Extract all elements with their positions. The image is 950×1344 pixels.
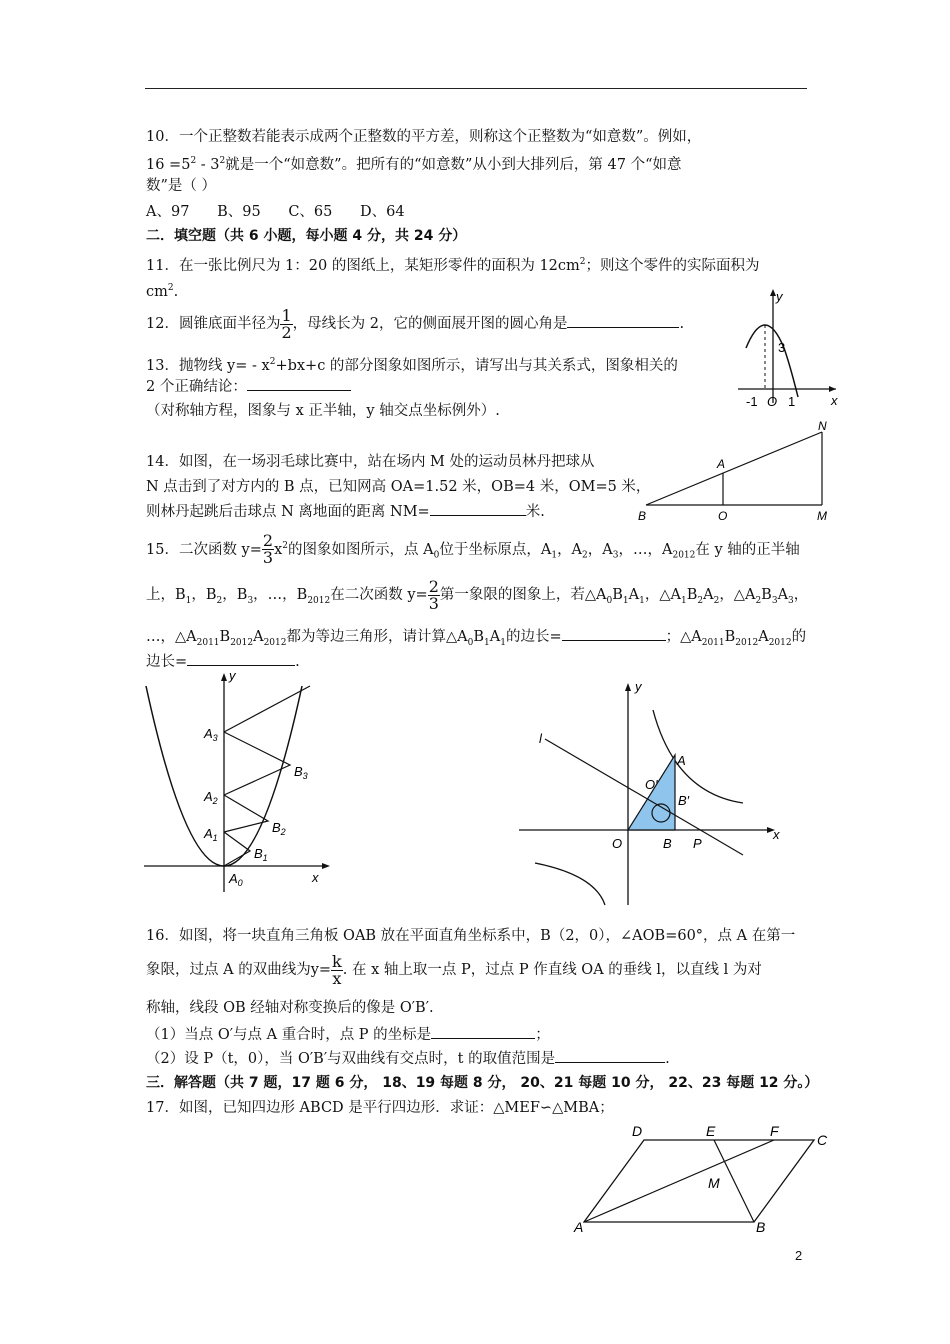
fig17-label-f: F [770, 1123, 779, 1139]
fig16-label-b-prime: B′ [678, 793, 690, 808]
fig16-label-l: l [539, 731, 542, 746]
parabola-figure [732, 285, 842, 410]
q16-answer-blank-1[interactable] [431, 1024, 535, 1039]
fig14-label-o: O [718, 509, 728, 523]
q10-line1: 10．一个正整数若能表示成两个正整数的平方差，则称这个正整数为“如意数”。例如， [146, 129, 702, 145]
fig14-label-b: B [638, 509, 647, 523]
q16-fraction: $\frac{k}{x}$ [332, 951, 342, 988]
q15-line2: 上，$B_1$，$B_2$，$B_3$，…，$B_{2012}$在二次函数 y= $\frac{2}{3}$ 第一象限的图象上，若$\triangle A_0B_1A_1$，$\triangle A_1B_2A_2$，$\triangle A_2B_3A_3$， [146, 576, 809, 613]
triangle-1 [224, 795, 268, 832]
q14-answer-blank[interactable] [430, 501, 526, 516]
fig15-label-x: x [312, 870, 319, 885]
fig17-label-m: M [708, 1175, 720, 1191]
fig15-label-b3: $B_3$ [294, 764, 308, 781]
q16-line2: 象限，过点 A 的双曲线为y= $\frac{k}{x}$ . 在 x 轴上取一点 P，过点 P 作直线 OA 的垂线 l，以直线 l 为对 [146, 951, 762, 988]
q15-answer-blank-1[interactable] [562, 626, 666, 641]
fig13-label-3: 3 [778, 340, 786, 355]
segment-eb [714, 1140, 754, 1222]
fig15-label-y: y [229, 668, 236, 683]
fig15-label-a1: $A_1$ [204, 826, 218, 843]
q12-answer-blank[interactable] [567, 313, 679, 328]
shuttle-path [646, 432, 822, 505]
fig17-label-c: C [817, 1132, 828, 1148]
hyperbola-figure [515, 675, 785, 907]
segment-af [584, 1140, 774, 1222]
q16-part1: （1）当点 O′与点 A 重合时，点 P 的坐标是 ； [146, 1024, 550, 1045]
fig15-label-a0: $A_0$ [229, 871, 243, 888]
q10-options: A、97 B、95 C、65 D、64 [146, 204, 405, 220]
fig17-label-d: D [632, 1123, 643, 1139]
fig16-label-b: B [663, 836, 672, 851]
fig16-label-o: O [612, 836, 623, 851]
parabola-triangles-figure [140, 668, 340, 893]
fig16-label-p: P [693, 836, 702, 851]
fig17-label-e: E [706, 1123, 716, 1139]
q16-line1: 16．如图，将一块直角三角板 OAB 放在平面直角坐标系中，B（2，0），∠AOB=60°，点 A 在第一 [146, 928, 796, 944]
page-number: 2 [795, 1248, 803, 1263]
q15-line1: 15．二次函数 y= $\frac{2}{3}$ $x^2$的图象如图所示，点 $A_0$位于坐标原点，$A_1$，$A_2$，$A_3$，…，$A_{2012}$在 y 轴的正半轴 [146, 531, 800, 568]
q16-answer-blank-2[interactable] [555, 1048, 665, 1063]
q16-line3: 称轴，线段 OB 经轴对称变换后的像是 O′B′. [146, 1000, 434, 1016]
fig16-label-x: x [773, 827, 780, 842]
q13-line3: （对称轴方程，图象与 x 正半轴，y 轴交点坐标例外）. [146, 403, 500, 419]
section3-heading: 三．解答题（共 7 题，17 题 6 分， 18、19 每题 8 分， 20、21 每题 10 分， 22、23 每题 12 分。） [146, 1075, 819, 1091]
triangle-2 [224, 732, 290, 795]
line-l [545, 739, 743, 855]
q14-line1: 14．如图，在一场羽毛球比赛中，站在场内 M 处的运动员林丹把球从 [146, 454, 595, 470]
q13-answer-blank[interactable] [247, 376, 351, 391]
fig13-label-1: 1 [788, 394, 796, 409]
hyperbola-branch-2 [535, 863, 605, 905]
q15-fraction: $\frac{2}{3}$ [262, 531, 274, 568]
q10-line3: 数”是（ ） [146, 178, 217, 194]
q14-line3: 则林丹起跳后击球点 N 离地面的距离 NM= 米. [146, 501, 545, 522]
fig16-label-a: A [677, 753, 686, 768]
q13-line2: 2 个正确结论： [146, 376, 351, 397]
fig13-x-label: x [831, 393, 838, 408]
fig17-label-a: A [574, 1219, 584, 1234]
fig13-label-neg1: -1 [746, 394, 758, 409]
parallelogram-figure [570, 1122, 835, 1234]
fig15-label-b1: $B_1$ [254, 846, 268, 863]
fig14-label-n: N [818, 419, 827, 433]
q15-line3: …，$\triangle A_{2011}B_{2012}A_{2012}$都为等边三角形，请计算$\triangle A_0B_1A_1$的边长= ；$\triangle A_{2011}B_{2012}A_{2012}$的 [146, 626, 806, 653]
badminton-figure [634, 418, 844, 526]
fig15-label-a3: $A_3$ [204, 726, 218, 743]
fig13-y-label: y [776, 289, 783, 304]
q14-line2: N 点击到了对方内的 B 点，已知网高 OA=1.52 米，OB=4 米，OM=5 米， [146, 479, 651, 495]
q17: 17．如图，已知四边形 ABCD 是平行四边形．求证：△MEF∽△MBA； [146, 1100, 614, 1116]
header-rule [145, 88, 807, 89]
fig16-label-o-prime: O′ [645, 777, 658, 792]
fig17-label-b: B [756, 1219, 766, 1234]
fig14-label-m: M [817, 509, 827, 523]
q12: 12．圆锥底面半径为 $\frac{1}{2}$ ，母线长为 2，它的侧面展开图的圆心角是 . [146, 305, 685, 342]
fig15-label-b2: $B_2$ [272, 820, 286, 837]
q15-answer-blank-2[interactable] [187, 651, 295, 666]
q12-fraction: $\frac{1}{2}$ [281, 305, 292, 342]
fig16-label-y: y [635, 679, 642, 694]
q13-line1: 13．抛物线 $y= - x^2+bx+c$ 的部分图象如图所示，请写出与其关系式，图象相关的 [146, 357, 678, 374]
fig14-label-a: A [717, 457, 726, 471]
q11-line1: 11．在一张比例尺为 1：20 的图纸上，某矩形零件的面积为 $12cm^2$；则这个零件的实际面积为 [146, 257, 760, 274]
fig15-label-a2: $A_2$ [204, 789, 218, 806]
q15-line4: 边长= . [146, 651, 300, 672]
section2-heading: 二．填空题（共 6 小题，每小题 4 分，共 24 分） [146, 228, 467, 244]
parallelogram-abcd [584, 1140, 814, 1222]
fig13-label-o: O [767, 394, 778, 409]
q16-part2: （2）设 P（t，0），当 O′B′与双曲线有交点时，t 的取值范围是 . [146, 1048, 670, 1069]
parabola-curve [746, 325, 798, 397]
q11-line2: $cm^2$. [146, 283, 179, 300]
q10-line2: $16 =5^2 - 3^2$就是一个“如意数”。把所有的“如意数”从小到大排列后，第 47 个“如意 [146, 156, 682, 173]
